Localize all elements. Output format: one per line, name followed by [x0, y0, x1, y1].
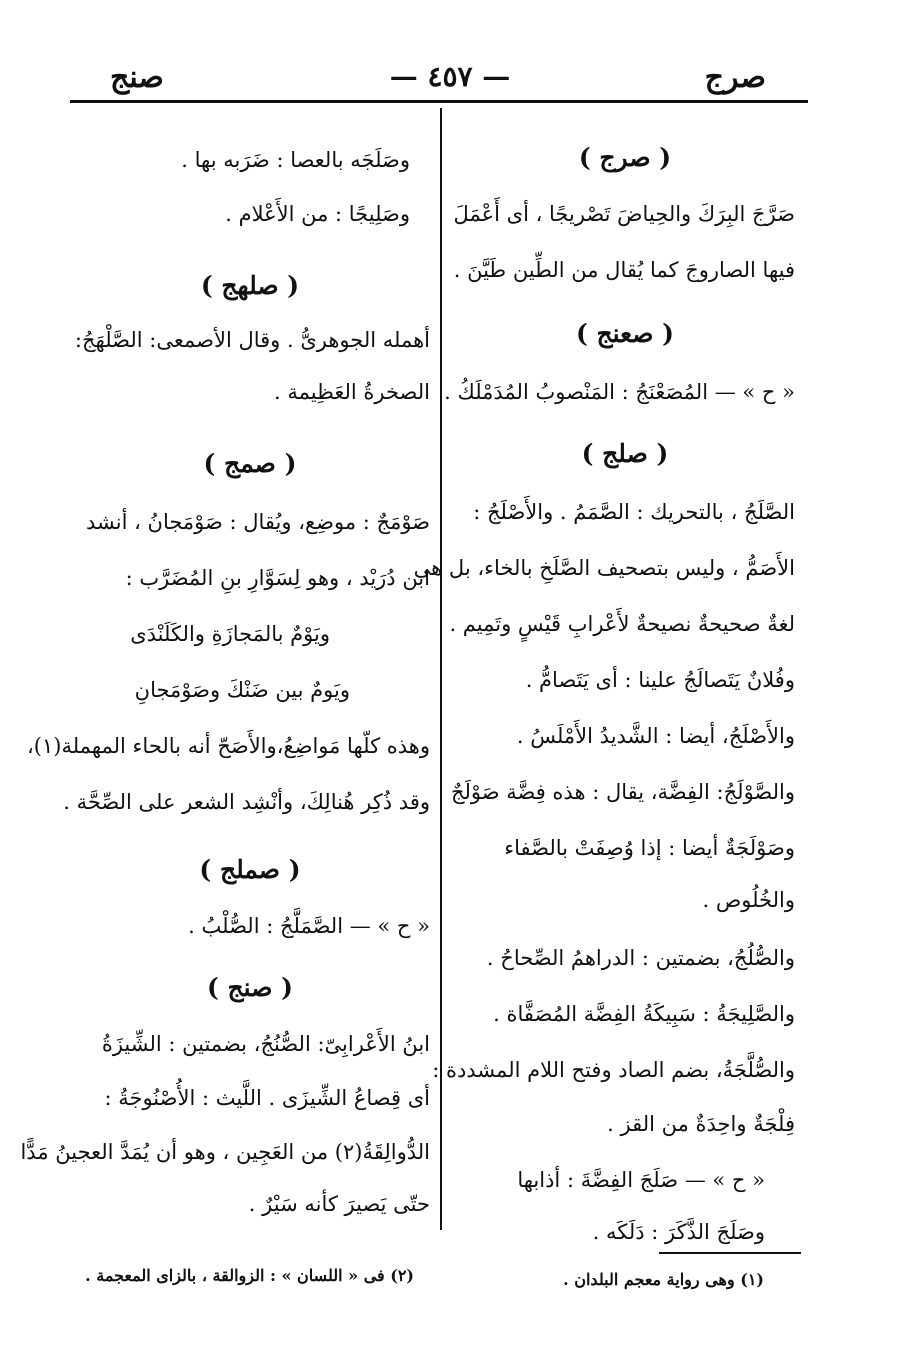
page-number: — ٤٥٧ — — [389, 60, 511, 93]
footnote-2: (٢) فى « اللسان » : الزوالقة ، بالزاى المعجمة . — [85, 1266, 414, 1285]
entry-text: « ح » — الصَّمَلَّجُ : الصُّلْبُ . — [188, 914, 430, 938]
entry-heading: ( صلج ) — [581, 439, 669, 468]
entry-text: والصَّلِيجَةُ : سَبِيكَةُ الفِضَّة المُصَفَّاة . — [493, 1002, 795, 1026]
entry-heading: ( صنج ) — [207, 973, 293, 1002]
entry-text: والأَصْلَجُ، أيضا : الشَّديدُ الأَمْلَسُ . — [516, 724, 795, 748]
header-right-word: صرج — [704, 60, 766, 95]
entry-text: ابنُ الأَعْرابِىّ: الصُّنُجُ، بضمتين : الشِّيزَةُ — [101, 1032, 430, 1056]
footnote-rule — [659, 1252, 801, 1254]
entry-text: وقد ذُكِر هُنالِكَ، وأنْشِد الشعر على الصِّحَّة . — [63, 790, 430, 814]
verse-line: ويَومٌ بين ضَنْكَ وصَوْمَجانِ — [134, 678, 350, 702]
entry-text: الدُّوالِقَةُ(٢) من العَجِين ، وهو أن يُمَدَّ العجينُ مَدًّا — [20, 1140, 430, 1164]
page-header — [70, 58, 806, 100]
entry-text: والصَّوْلَجُ: الفِضَّة، يقال : هذه فِضَّة صَوْلَجٌ — [450, 780, 795, 804]
entry-text: وهذه كلّها مَواضِعُ،والأَصَحّ أنه بالحاء المهملة(١)، — [27, 734, 430, 758]
entry-text: ابن دُرَيْد ، وهو لِسَوَّارِ بنِ المُضَرَّب : — [125, 566, 430, 590]
entry-text: والخُلُوص . — [702, 888, 795, 912]
entry-text: صَوْمَجٌ : موضِع، ويُقال : صَوْمَجانُ ، أنشد — [85, 510, 430, 534]
entry-text: الأَصَمُّ ، وليس بتصحيف الصَّلَخِ بالخاء، بل هى — [413, 556, 795, 580]
entry-text: الصخرةُ العَظِيمة . — [274, 380, 430, 404]
header-left-word: صنج — [110, 60, 164, 95]
entry-text: وصَوْلَجَةٌ أيضا : إذا وُصِفَتْ بالصَّفاء — [504, 836, 795, 860]
entry-text: صَرَّجَ البِرَكَ والحِياضَ تَصْريجًا ، أى أَعْمَلَ — [453, 202, 795, 226]
entry-text: وصَلَجَ الذَّكَرَ : دَلَكَه . — [592, 1220, 765, 1244]
entry-heading: ( صعنج ) — [575, 319, 675, 348]
entry-text: وصَلَجَه بالعصا : ضَرَبه بها . — [181, 148, 410, 172]
entry-text: لغةٌ صحيحةٌ نصيحةٌ لأَعْرابِ قَيْسٍ وتَمِيم . — [449, 612, 795, 636]
entry-text: فِلْجَةٌ واحِدَةٌ من القز . — [607, 1112, 795, 1136]
verse-line: ويَوْمٌ بالمَجازَةِ والكَلَنْدَى — [130, 622, 330, 646]
header-rule — [70, 100, 808, 103]
entry-text: الصَّلَجُ ، بالتحريك : الصَّمَمُ . والأَصْلَجُ : — [473, 500, 795, 524]
entry-heading: ( صلهج ) — [200, 271, 300, 300]
entry-text: حتّى يَصيرَ كأنه سَيْرٌ . — [248, 1192, 430, 1216]
entry-text: « ح » — صَلَجَ الفِضَّةَ : أذابها — [517, 1168, 765, 1192]
entry-text: وفُلانٌ يَتَصالَجُ علينا : أى يَتَصامُّ . — [525, 668, 795, 692]
entry-text: فيها الصاروجَ كما يُقال من الطِّين طَيَّنَ . — [453, 258, 795, 282]
entry-text: وصَلِيجًا : من الأَعْلام . — [225, 202, 410, 226]
footnote-1: (١) وهى رواية معجم البلدان . — [563, 1270, 764, 1289]
entry-text: والصُّلَّجَةُ، بضم الصاد وفتح اللام المشددة : — [432, 1058, 795, 1082]
entry-heading: ( صمج ) — [203, 449, 297, 478]
entry-text: أى قِصاعُ الشِّيزَى . اللَّيث : الأُصْنُوجَةُ : — [104, 1086, 430, 1110]
entry-heading: ( صملج ) — [199, 855, 301, 884]
entry-heading: ( صرج ) — [578, 143, 672, 172]
entry-text: والصُّلُجُ، بضمتين : الدراهمُ الصِّحاحُ . — [486, 946, 795, 970]
entry-text: أهمله الجوهرىُّ . وقال الأصمعى: الصَّلْهَجُ: — [74, 328, 430, 352]
entry-text: « ح » — المُصَعْنَجُ : المَنْصوبُ المُدَمْلَكُ . — [444, 380, 795, 404]
